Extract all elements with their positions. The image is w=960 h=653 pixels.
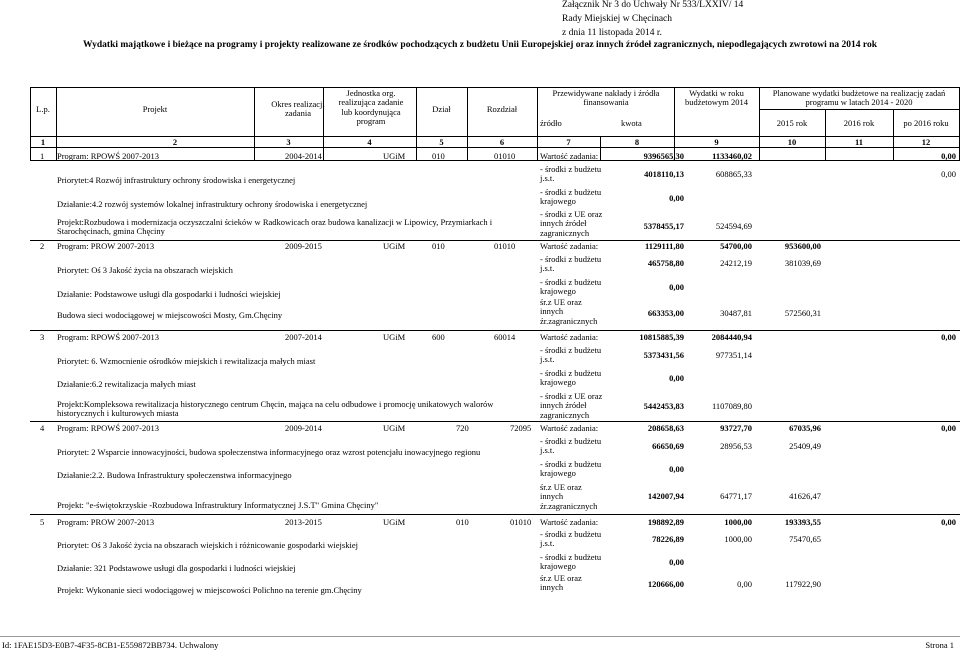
row-w2014: 64771,17 (720, 491, 752, 501)
program-rozdzial: 01010 (510, 517, 532, 527)
program-kwota: 9396565,30 (643, 151, 684, 161)
header-rozdzial: Rozdział (486, 104, 518, 114)
row-text: Projekt:Kompleksowa rewitalizacja historycznego centrum Chęcin, mająca na celu odbudowe i promocję unikatowych walorów historycznych i kulturowych miasta (57, 399, 494, 419)
wartosc-label: Wartość zadania: (540, 151, 599, 161)
program-rozdzial: 72095 (510, 423, 532, 433)
row-text: Priorytet: 2 Wsparcie innowacyjności, budowa społeczenstwa informacyjnego oraz wzrost potencjału inowacyjnego regionu (57, 447, 481, 457)
row-kwota: 663353,00 (647, 308, 684, 318)
row-r2015: 75470,65 (789, 534, 821, 544)
program-kwota: 10815885,39 (639, 332, 684, 342)
row-kwota: 0,00 (669, 193, 684, 203)
row-kwota: 465758,80 (647, 258, 684, 268)
row-text: Priorytet:4 Rozwój infrastruktury ochrony środowiska i energetycznej (57, 175, 296, 185)
header-2016: 2016 rok (843, 118, 875, 128)
row-zrodlo: - środki z UE oraz innych źródeł zagranicznych (540, 209, 603, 238)
footer-page: Strona 1 (925, 640, 954, 650)
row-w2014: 30487,81 (720, 308, 752, 318)
program-okres: 2004-2014 (285, 151, 322, 161)
program-jednostka: UGiM (383, 517, 406, 527)
row-zrodlo: - środki z budżetu j.s.t. (540, 436, 602, 456)
row-text: Budowa sieci wodociągowej w miejscowości Mosty, Gm.Chęciny (57, 310, 283, 320)
program-okres: 2009-2014 (285, 423, 322, 433)
row-zrodlo: - środki z budżetu krajowego (540, 459, 602, 479)
program-w2014: 1133460,02 (712, 151, 752, 161)
program-w2014: 2084440,94 (711, 332, 752, 342)
row-text: Projekt: "e-świętokrzyskie -Rozbudowa Infrastruktury Informatycznej J.S.T" Gmina Chęciny" (57, 500, 379, 510)
row-w2014: 1000,00 (724, 534, 752, 544)
row-text: Projekt: Wykonanie sieci wodociągowej w miejscowości Polichno na terenie gm.Chęciny (57, 585, 362, 595)
row-zrodlo: - środki z budżetu j.s.t. (540, 529, 602, 549)
row-r2015: 117922,90 (785, 579, 821, 589)
row-r2015: 25409,49 (789, 441, 821, 451)
program-name: Program: RPOWŚ 2007-2013 (57, 332, 159, 342)
col-num: 1 (40, 137, 46, 147)
row-text: Priorytet: Oś 3 Jakość życia na obszarach wiejskich (57, 265, 233, 275)
program-rozdzial: 60014 (494, 332, 516, 342)
header-line-3: z dnia 11 listopada 2014 r. (562, 28, 662, 38)
document-title: Wydatki majątkowe i bieżące na programy i projekty realizowane ze środków pochodzących z budżetu Unii Europejskiej oraz innych źródeł zagranicznych, niepodlegających zwrotowi na 2014 rok (82, 40, 877, 50)
row-w2014: 24212,19 (720, 258, 752, 268)
col-num: 10 (787, 137, 797, 147)
row-r2015: 41626,47 (789, 491, 821, 501)
program-okres: 2009-2015 (285, 241, 322, 251)
row-zrodlo: śr.z UE oraz innych (540, 573, 582, 593)
row-text: Działanie:6.2 rewitalizacja małych miast (57, 379, 196, 389)
col-num: 6 (499, 137, 505, 147)
header-po-2016: po 2016 roku (903, 118, 949, 128)
program-kwota: 208658,63 (647, 423, 684, 433)
row-kwota: 0,00 (669, 282, 684, 292)
row-kwota: 0,00 (669, 557, 684, 567)
row-kwota: 0,00 (669, 373, 684, 383)
wartosc-label: Wartość zadania: (540, 332, 599, 342)
program-rozdzial: 01010 (494, 151, 516, 161)
program-jednostka: UGiM (383, 332, 406, 342)
program-jednostka: UGiM (383, 423, 406, 433)
wartosc-label: Wartość zadania: (540, 517, 599, 527)
program-dzial: 010 (432, 241, 445, 251)
row-zrodlo: - środki z budżetu j.s.t. (540, 345, 602, 365)
row-text: Priorytet: 6. Wzmocnienie ośrodków miejskich i rewitalizacja małych miast (57, 356, 316, 366)
header-planowane: Planowane wydatki budżetowe na realizację zadań programu w latach 2014 - 2020 (772, 88, 946, 108)
col-num: 2 (172, 137, 178, 147)
row-w2014: 608865,33 (715, 169, 752, 179)
program-w2014: 93727,70 (720, 423, 752, 433)
header-naklady: Przewidywane nakłady i źródła finansowania (552, 88, 660, 108)
row-r2015: 572560,31 (784, 308, 821, 318)
row-kwota: 5442453,83 (643, 401, 684, 411)
program-okres: 2013-2015 (285, 517, 322, 527)
program-po2016: 0,00 (941, 151, 956, 161)
program-dzial: 600 (432, 332, 445, 342)
program-jednostka: UGiM (383, 151, 406, 161)
col-num: 7 (566, 137, 571, 147)
row-w2014: 1107089,80 (711, 401, 752, 411)
program-jednostka: UGiM (383, 241, 406, 251)
program-lp: 4 (40, 423, 45, 433)
footer-id: Id: 1FAE15D3-E0B7-4F35-8CB1-E559872BB734. Uchwalony (2, 640, 219, 650)
row-kwota: 120666,00 (647, 579, 684, 589)
row-text: Działanie: 321 Podstawowe usługi dla gospodarki i ludności wiejskiej (57, 563, 296, 573)
header-lp: L.p. (36, 104, 50, 114)
header-2015: 2015 rok (776, 118, 808, 128)
row-zrodlo: śr.z UE oraz innych źr.zagranicznych (540, 297, 598, 326)
program-r2015: 953600,00 (784, 241, 821, 251)
program-name: Program: PROW 2007-2013 (57, 517, 155, 527)
header-kwota: kwota (621, 118, 642, 128)
row-w2014: 524594,69 (715, 221, 752, 231)
program-lp: 5 (40, 517, 45, 527)
program-po2016: 0,00 (941, 332, 956, 342)
program-lp: 2 (40, 241, 45, 251)
row-kwota: 5373431,56 (643, 350, 684, 360)
row-zrodlo: - środki z budżetu krajowego (540, 552, 602, 572)
header-zrodlo: źródło (540, 118, 562, 128)
program-r2015: 67035,96 (789, 423, 821, 433)
col-num: 12 (921, 137, 931, 147)
row-kwota: 142007,94 (647, 491, 684, 501)
program-name: Program: RPOWŚ 2007-2013 (57, 423, 159, 433)
program-w2014: 54700,00 (720, 241, 752, 251)
row-w2014: 977351,14 (715, 350, 752, 360)
program-okres: 2007-2014 (285, 332, 322, 342)
wartosc-label: Wartość zadania: (540, 241, 599, 251)
row-zrodlo: - środki z budżetu j.s.t. (540, 164, 602, 184)
col-num: 11 (854, 137, 864, 147)
row-kwota: 66650,69 (652, 441, 684, 451)
row-w2014: 0,00 (737, 579, 752, 589)
row-text: Działanie:4.2 rozwój systemów lokalnej infrastruktury ochrony środowiska i energetycznej (57, 199, 368, 209)
header-wydatki-2014: Wydatki w roku budżetowym 2014 (684, 88, 749, 108)
header-jednostka: Jednostka org. realizująca zadanie lub koordynująca program (338, 88, 404, 127)
header-line-1: Załącznik Nr 3 do Uchwały Nr 533/LXXIV/ 14 (562, 0, 744, 10)
program-name: Program: RPOWŚ 2007-2013 (57, 151, 159, 161)
header-okres: Okres realizacji zadania (271, 99, 325, 119)
row-text: Działanie:2.2. Budowa Infrastruktury społeczenstwa informacyjnego (57, 470, 292, 480)
row-text: Projekt:Rozbudowa i modernizacja oczyszczalni ścieków w Radkowicach oraz budowa kanalizacji w Lipowicy, Przymiarkach i Starochęcinach, gmina Chęciny (57, 217, 493, 237)
row-zrodlo: - środki z UE oraz innych źródeł zagranicznych (540, 391, 603, 420)
program-kwota: 1129111,80 (645, 241, 684, 251)
program-w2014: 1000,00 (724, 517, 752, 527)
row-w2014: 28956,53 (720, 441, 752, 451)
col-num: 5 (439, 137, 444, 147)
col-num: 9 (714, 137, 719, 147)
program-kwota: 198892,89 (647, 517, 684, 527)
program-dzial: 010 (456, 517, 469, 527)
col-num: 8 (634, 137, 640, 147)
row-po2016: 0,00 (941, 169, 956, 179)
row-r2015: 381039,69 (784, 258, 821, 268)
wartosc-label: Wartość zadania: (540, 423, 599, 433)
row-kwota: 5378455,17 (643, 221, 684, 231)
program-rozdzial: 01010 (494, 241, 516, 251)
program-lp: 3 (40, 332, 45, 342)
header-projekt: Projekt (142, 104, 168, 114)
row-zrodlo: - środki z budżetu j.s.t. (540, 254, 602, 274)
program-name: Program: PROW 2007-2013 (57, 241, 155, 251)
row-kwota: 78226,89 (652, 534, 684, 544)
row-kwota: 0,00 (669, 464, 684, 474)
program-r2015: 193393,55 (784, 517, 821, 527)
col-num: 3 (286, 137, 291, 147)
header-dzial: Dział (432, 104, 451, 114)
header-line-2: Rady Miejskiej w Chęcinach (562, 14, 673, 24)
row-zrodlo: - środki z budżetu krajowego (540, 187, 602, 207)
row-text: Priorytet: Oś 3 Jakość życia na obszarach wiejskich i różnicowanie gospodarki wiejskiej (57, 540, 358, 550)
program-po2016: 0,00 (941, 517, 956, 527)
row-zrodlo: - środki z budżetu krajowego (540, 368, 602, 388)
row-kwota: 4018110,13 (644, 169, 684, 179)
program-dzial: 010 (432, 151, 445, 161)
row-text: Działanie: Podstawowe usługi dla gospodarki i ludności wiejskiej (57, 289, 281, 299)
col-num: 4 (367, 137, 372, 147)
program-po2016: 0,00 (941, 423, 956, 433)
row-zrodlo: śr.z UE oraz innych źr.zagranicznych (540, 482, 598, 511)
program-dzial: 720 (456, 423, 469, 433)
program-lp: 1 (40, 151, 45, 161)
row-zrodlo: - środki z budżetu krajowego (540, 277, 602, 297)
